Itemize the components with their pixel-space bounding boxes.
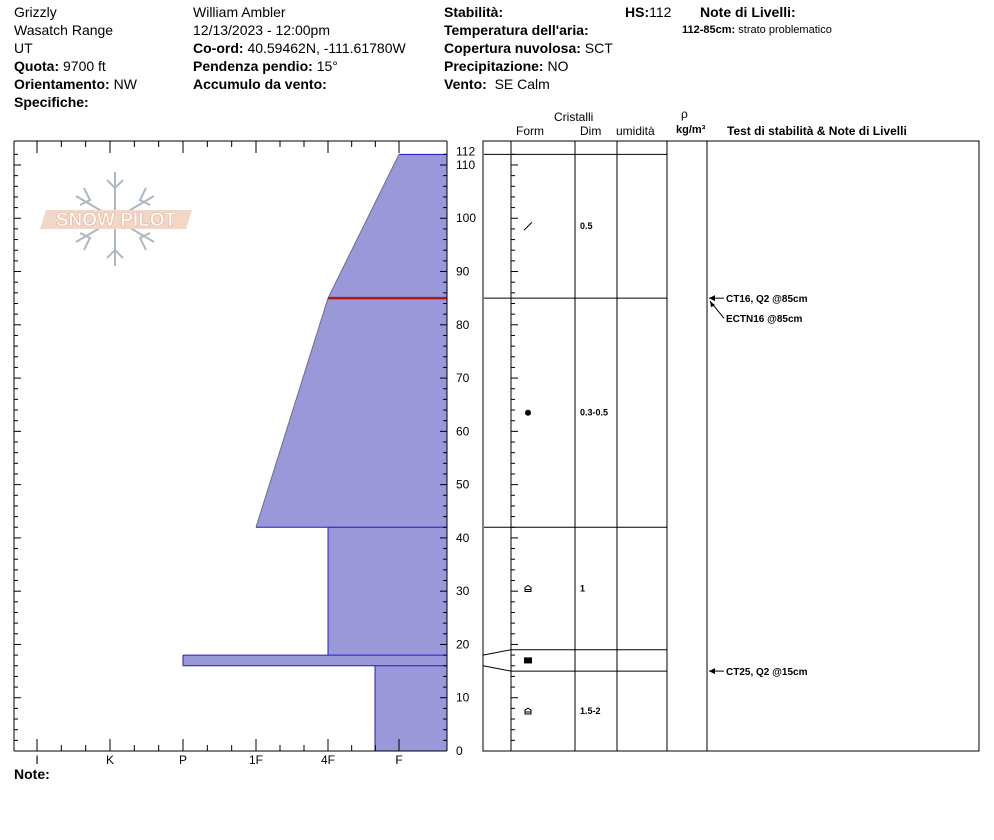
hardness-profile <box>183 154 447 751</box>
chart-frames <box>14 141 979 751</box>
depth-hoar-icon <box>525 708 531 714</box>
tests-header: Test di stabilità & Note di Livelli <box>727 124 907 138</box>
layer-connector <box>483 666 511 671</box>
aspect-label: Orientamento: <box>14 76 110 92</box>
height-tick-label: 70 <box>456 371 470 386</box>
mountain-range: Wasatch Range <box>14 22 114 38</box>
height-tick-label: 100 <box>456 211 477 226</box>
test-label: ECTN16 @85cm <box>726 314 803 326</box>
hardness-layer <box>183 655 447 666</box>
arrow-icon <box>709 668 715 674</box>
stability-tests <box>709 294 808 678</box>
hardness-layer <box>375 666 447 751</box>
precipitation-particles-icon <box>524 222 532 230</box>
elevation-value: 9700 ft <box>63 58 106 74</box>
height-tick-label: 50 <box>456 477 470 492</box>
precip-value: NO <box>547 58 569 74</box>
stability-label: Stabilità: <box>444 4 504 20</box>
hardness-tick-label: 1F <box>248 753 264 767</box>
hardness-layer <box>256 298 447 527</box>
melt-freeze-crust-icon <box>524 657 532 663</box>
hs-label: HS: <box>625 4 650 20</box>
precip-label: Precipitazione: <box>444 58 544 74</box>
height-tick-label: 10 <box>456 690 470 705</box>
air-temp-label: Temperatura dell'aria: <box>444 22 589 38</box>
test-label: CT16, Q2 @85cm <box>726 294 808 306</box>
hardness-tick-label: 4F <box>320 753 336 767</box>
coord-label: Co-ord: <box>193 40 244 56</box>
slope-value: 15° <box>316 58 338 74</box>
density-unit: kg/m³ <box>676 124 706 136</box>
hardness-tick-label: I <box>35 753 39 767</box>
logo-text: SNOW PILOT <box>55 210 177 231</box>
height-tick-label: 80 <box>456 317 470 332</box>
height-tick-label: 110 <box>456 157 476 172</box>
sky-value: SCT <box>584 40 613 56</box>
depth-hoar-icon <box>525 586 531 592</box>
height-tick-label: 20 <box>456 637 470 652</box>
hardness-tick-label: P <box>178 753 188 767</box>
datetime: 12/13/2023 - 12:00pm <box>193 22 330 38</box>
arrow-icon <box>709 295 715 301</box>
crystal-size-label: 1.5-2 <box>580 706 601 717</box>
wind-value: SE Calm <box>494 76 550 92</box>
dim-header: Dim <box>580 124 602 138</box>
form-header: Form <box>516 124 544 138</box>
height-tick-label: 90 <box>456 264 470 279</box>
height-tick-label: 40 <box>456 530 470 545</box>
aspect-value: NW <box>113 76 137 92</box>
state: UT <box>14 40 33 56</box>
density-symbol: ρ <box>681 107 688 121</box>
snowpilot-logo <box>40 172 192 266</box>
elevation-label: Quota: <box>14 58 60 74</box>
sky-label: Copertura nuvolosa: <box>444 40 581 56</box>
layer-connector <box>483 650 511 655</box>
hardness-tick-label: F <box>395 753 403 767</box>
wind-loading-label: Accumulo da vento: <box>193 76 327 92</box>
crystal-records <box>524 221 608 716</box>
table-frame <box>483 141 979 751</box>
coord-value: 40.59462N, -111.61780W <box>247 40 406 56</box>
specifics-label: Specifiche: <box>14 94 89 110</box>
layer-note-text: strato problematico <box>738 24 832 36</box>
hardness-layer <box>328 527 447 655</box>
crystal-size-label: 0.5 <box>580 221 593 232</box>
observer: William Ambler <box>193 4 286 20</box>
crystal-size-label: 0.3-0.5 <box>580 407 609 418</box>
height-tick-label: 0 <box>456 744 463 758</box>
height-tick-label: 112 <box>456 144 476 159</box>
test-label: CT25, Q2 @15cm <box>726 667 808 679</box>
slope-label: Pendenza pendio: <box>193 58 313 74</box>
notes-label: Note: <box>14 766 50 782</box>
location: Grizzly <box>14 4 57 20</box>
hardness-tick-label: K <box>105 753 115 767</box>
height-tick-label: 60 <box>456 424 470 439</box>
rounded-grains-icon <box>525 410 531 416</box>
hardness-layer <box>328 154 447 298</box>
crystals-header: Cristalli <box>554 110 594 124</box>
height-tick-label: 30 <box>456 584 470 599</box>
hs-value: 112 <box>649 4 672 20</box>
layer-note-range: 112-85cm: <box>682 24 736 36</box>
wind-label: Vento: <box>444 76 487 92</box>
moisture-header: umidità <box>616 124 655 138</box>
crystal-size-label: 1 <box>580 583 586 594</box>
layer-notes-label: Note di Livelli: <box>700 4 796 20</box>
